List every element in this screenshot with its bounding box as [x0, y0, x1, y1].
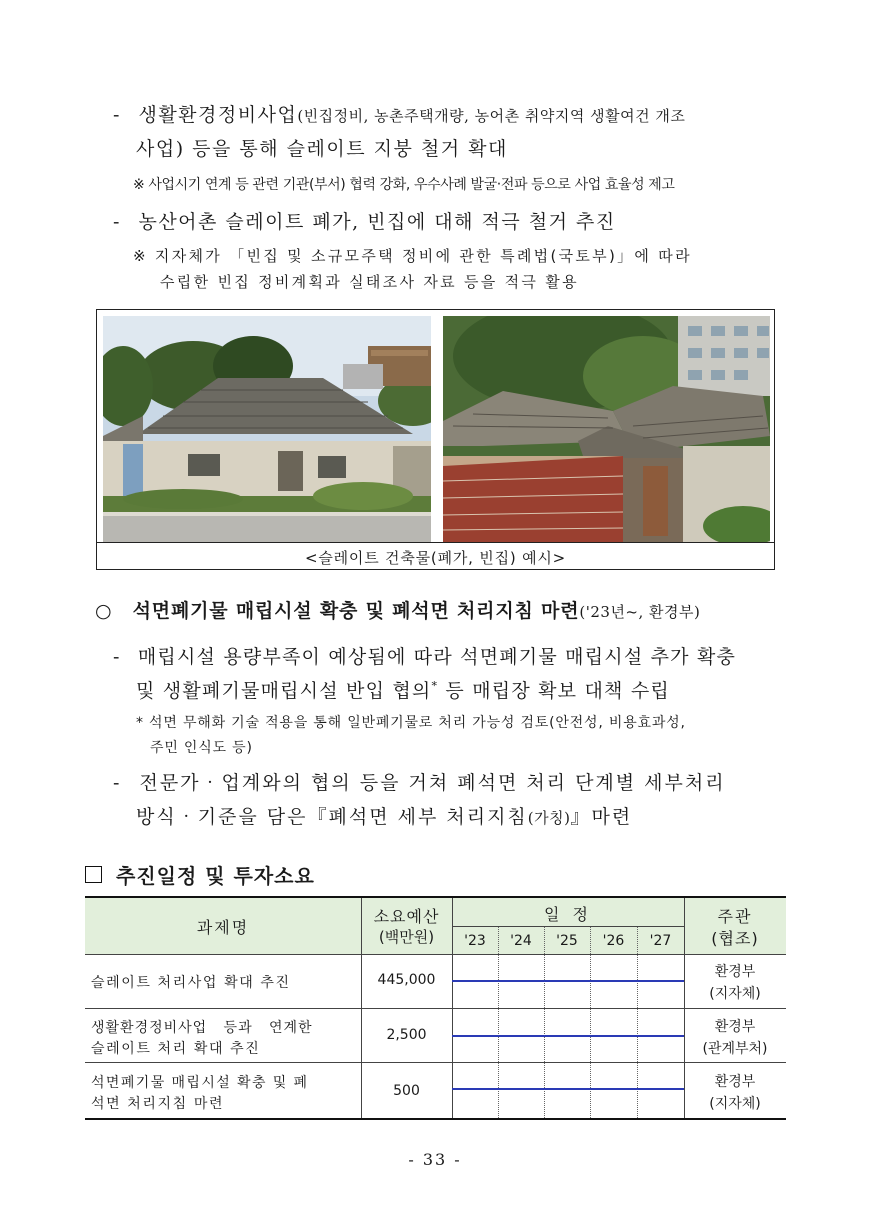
note-3-line-2: 주민 인식도 등) [150, 740, 253, 756]
photo-caption-divider [97, 542, 774, 543]
note-1: ※ 사업시기 연계 등 관련 기관(부서) 협력 강화, 우수사례 발굴‧전파 등으로 사업 효율성 제고 [133, 177, 675, 193]
abandoned-house-photo-2 [443, 316, 770, 542]
bullet-4 [113, 768, 726, 795]
table-row-rule [85, 1008, 786, 1009]
bullet-4-line-2b: 』마련 [570, 806, 633, 828]
header-budget-line-1: 소요예산 [373, 907, 440, 926]
schedule-heading: 추진일정 및 투자소요 [116, 864, 315, 888]
photo-caption: <슬레이트 건축물(폐가, 빈집) 예시> [304, 549, 567, 567]
row-2-budget: 2,500 [386, 1027, 427, 1043]
row-3-task-line-2: 석면 처리지침 마련 [91, 1096, 225, 1112]
year-header: '26 [602, 933, 625, 949]
abandoned-house-photo-1 [103, 316, 431, 542]
footnote-marker: * [431, 679, 439, 693]
circle-marker: ○ [95, 600, 114, 622]
row-3-owner-line-1: 환경부 [714, 1074, 756, 1090]
row-2-task-line-2: 슬레이트 처리 확대 추진 [91, 1041, 261, 1057]
row-2-owner-line-2: (관계부처) [702, 1041, 768, 1057]
dash-marker: - [113, 211, 121, 233]
bullet-1-main: 생활환경정비사업 [138, 104, 298, 126]
bullet-4-line-2a: 방식‧기준을 담은『폐석면 세부 처리지침 [136, 806, 528, 828]
year-header-rule [452, 926, 684, 927]
header-budget-line-2: (백만원) [378, 928, 435, 946]
table-column-rule [452, 898, 453, 1118]
row-3-schedule-bar [452, 1088, 684, 1090]
table-top-border [85, 896, 786, 898]
header-owner-line-1: 주관 [717, 907, 753, 926]
table-header-rule [85, 954, 786, 955]
bullet-4-line-1: 전문가‧업계와의 협의 등을 거쳐 폐석면 처리 단계별 세부처리 [139, 772, 726, 794]
bullet-1-line-2: 사업) 등을 통해 슬레이트 지붕 철거 확대 [136, 138, 508, 160]
row-2-owner-line-1: 환경부 [714, 1019, 756, 1035]
header-schedule: 일 정 [544, 905, 592, 924]
page-number: - 33 - [408, 1150, 462, 1169]
row-1-budget: 445,000 [377, 972, 436, 988]
bullet-3-line-1: 매립시설 용량부족이 예상됨에 따라 석면폐기물 매립시설 추가 확충 [137, 646, 737, 668]
note-2-line-1: ※ 지자체가 「빈집 및 소규모주택 정비에 관한 특례법(국토부)」에 따라 [133, 247, 692, 265]
year-header: '27 [649, 933, 672, 949]
note-3-line-1: * 석면 무해화 기술 적용을 통해 일반폐기물로 처리 가능성 검토(안전성, 비용효과성, [136, 715, 686, 731]
row-2-task-line-1: 생활환경정비사업 등과 연계한 [91, 1020, 313, 1036]
row-3-task-line-1: 석면폐기물 매립시설 확충 및 폐 [91, 1075, 309, 1091]
row-2-schedule-bar [452, 1035, 684, 1037]
header-owner-line-2: (협조) [711, 929, 759, 948]
bullet-2 [113, 207, 616, 234]
year-header: '25 [556, 933, 578, 949]
bullet-3 [113, 642, 736, 669]
table-bottom-border [85, 1118, 786, 1120]
photo-figure [96, 309, 775, 570]
row-1-task: 슬레이트 처리사업 확대 추진 [91, 975, 291, 991]
section-heading [95, 596, 700, 623]
row-1-schedule-bar [452, 980, 684, 982]
year-header: '23 [464, 933, 486, 949]
row-1-owner-line-1: 환경부 [714, 964, 756, 980]
year-header: '24 [510, 933, 532, 949]
row-3-budget: 500 [393, 1083, 420, 1099]
bullet-3-line-2 [136, 676, 670, 703]
dash-marker: - [113, 646, 121, 668]
table-row-rule [85, 1062, 786, 1063]
section-title-paren: ('23년~, 환경부) [579, 603, 701, 621]
checkbox-icon [85, 866, 102, 883]
bullet-3-line-2b: 등 매립장 확보 대책 수립 [438, 680, 670, 702]
note-2-line-2: 수립한 빈집 정비계획과 실태조사 자료 등을 적극 활용 [160, 273, 579, 291]
row-1-owner-line-2: (지자체) [709, 986, 761, 1002]
section-title: 석면폐기물 매립시설 확충 및 폐석면 처리지침 마련 [132, 600, 580, 622]
bullet-3-line-2a: 및 생활폐기물매립시설 반입 협의 [136, 680, 432, 702]
bullet-1 [113, 100, 685, 127]
row-3-owner-line-2: (지자체) [709, 1096, 761, 1112]
dash-marker: - [113, 772, 122, 794]
bullet-4-line-2 [136, 802, 632, 829]
bullet-2-text: 농산어촌 슬레이트 폐가, 빈집에 대해 적극 철거 추진 [138, 211, 616, 233]
bullet-1-paren: (빈집정비, 농촌주택개량, 농어촌 취약지역 생활여건 개조 [297, 107, 686, 125]
dash-marker: - [113, 104, 121, 126]
header-task: 과제명 [196, 918, 250, 937]
bullet-4-line-2-paren: (가칭) [527, 809, 571, 827]
